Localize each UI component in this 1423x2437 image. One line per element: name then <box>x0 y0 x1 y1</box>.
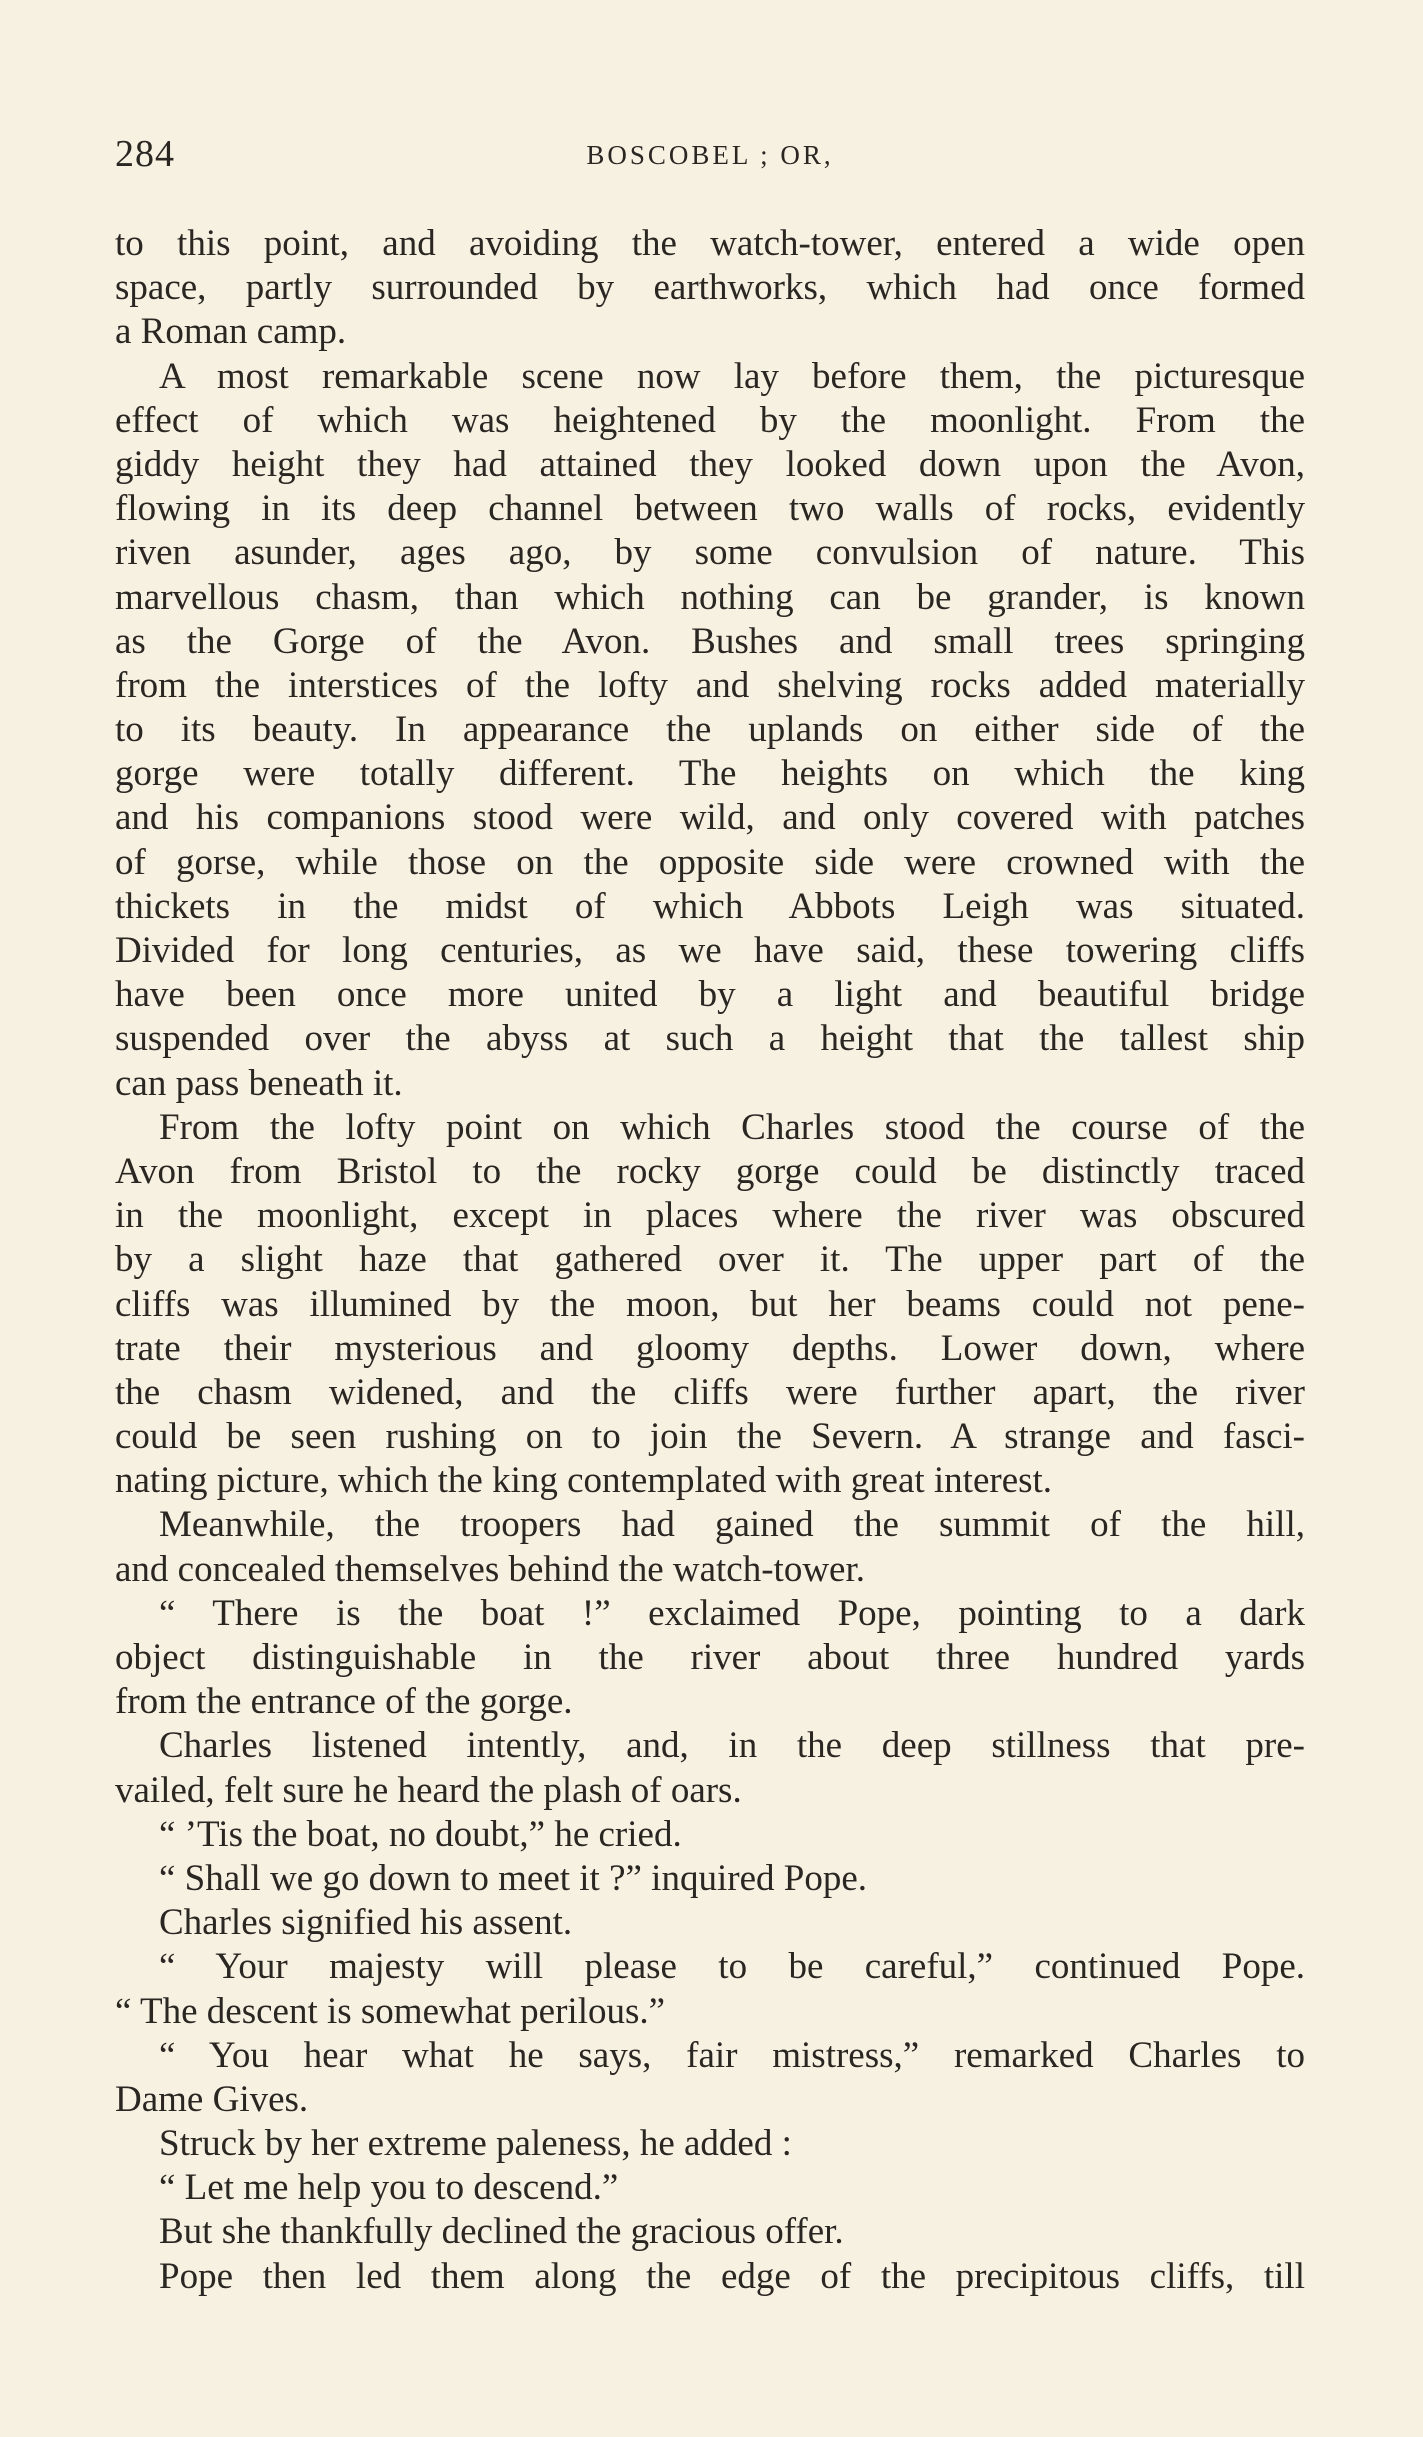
text-line: “ The descent is somewhat perilous.” <box>115 1990 666 2032</box>
text-line: and his companions stood were wild, and only covered with patches <box>115 797 1305 839</box>
text-line: Divided for long centuries, as we have said, these towering cliffs <box>115 930 1305 971</box>
text-line: Struck by her extreme paleness, he added : <box>159 2123 792 2165</box>
page-header <box>115 132 1305 184</box>
text-line: A most remarkable scene now lay before them, the picturesque <box>159 355 1305 397</box>
running-title: BOSCOBEL ; OR, <box>586 140 834 170</box>
text-line: Charles listened intently, and, in the deep stillness that pre- <box>159 1725 1305 1767</box>
text-line: “ Your majesty will please to be careful,” continued Pope. <box>159 1946 1305 1988</box>
text-line: can pass beneath it. <box>115 1062 403 1104</box>
text-line: have been once more united by a light and beautiful bridge <box>115 974 1305 1016</box>
text-line: vailed, felt sure he heard the plash of oars. <box>115 1769 742 1811</box>
text-line: effect of which was heightened by the moonlight. From the <box>115 399 1305 441</box>
text-line: object distinguishable in the river about three hundred yards <box>115 1637 1305 1678</box>
text-line: “ Shall we go down to meet it ?” inquired Pope. <box>159 1857 867 1899</box>
text-line: “ ’Tis the boat, no doubt,” he cried. <box>159 1813 682 1855</box>
text-line: nating picture, which the king contemplated with great interest. <box>115 1460 1053 1502</box>
text-line: could be seen rushing on to join the Severn. A strange and fasci- <box>115 1416 1305 1458</box>
text-line: Avon from Bristol to the rocky gorge could be distinctly traced <box>115 1150 1305 1192</box>
text-line: From the lofty point on which Charles stood the course of the <box>159 1106 1305 1148</box>
text-line: to this point, and avoiding the watch-tower, entered a wide open <box>115 223 1305 264</box>
text-line: suspended over the abyss at such a height that the tallest ship <box>115 1018 1305 1060</box>
text-line: “ You hear what he says, fair mistress,” remarked Charles to <box>159 2034 1305 2076</box>
text-line: cliffs was illumined by the moon, but her beams could not pene- <box>115 1283 1305 1325</box>
text-line: as the Gorge of the Avon. Bushes and small trees springing <box>115 620 1305 662</box>
text-line: Dame Gives. <box>115 2078 309 2120</box>
text-line: Charles signified his assent. <box>159 1902 573 1944</box>
text-line: flowing in its deep channel between two walls of rocks, evidently <box>115 488 1305 530</box>
text-line: gorge were totally different. The heights on which the king <box>115 753 1305 795</box>
text-line: of gorse, while those on the opposite side were crowned with the <box>115 841 1305 883</box>
text-line: Pope then led them along the edge of the precipitous cliffs, till <box>159 2255 1305 2297</box>
text-line: in the moonlight, except in places where the river was obscured <box>115 1195 1305 1237</box>
text-line: marvellous chasm, than which nothing can be grander, is known <box>115 576 1305 618</box>
text-line: “ Let me help you to descend.” <box>159 2167 619 2209</box>
text-line: from the interstices of the lofty and shelving rocks added materially <box>115 664 1305 706</box>
text-line: trate their mysterious and gloomy depths. Lower down, where <box>115 1327 1305 1369</box>
text-line: space, partly surrounded by earthworks, which had once formed <box>115 267 1305 309</box>
text-line: thickets in the midst of which Abbots Leigh was situated. <box>115 885 1305 927</box>
body-text <box>115 222 1305 2299</box>
text-line: to its beauty. In appearance the uplands on either side of the <box>115 709 1305 751</box>
text-line: Meanwhile, the troopers had gained the summit of the hill, <box>159 1504 1305 1546</box>
text-line: But she thankfully declined the gracious offer. <box>159 2211 844 2253</box>
text-line: riven asunder, ages ago, by some convulsion of nature. This <box>115 532 1305 574</box>
text-line: and concealed themselves behind the watch-tower. <box>115 1548 865 1590</box>
text-line: the chasm widened, and the cliffs were further apart, the river <box>115 1371 1305 1413</box>
text-line: a Roman camp. <box>115 311 347 353</box>
page-number: 284 <box>115 133 175 175</box>
text-line: “ There is the boat !” exclaimed Pope, pointing to a dark <box>159 1592 1305 1634</box>
text-line: from the entrance of the gorge. <box>115 1681 573 1723</box>
text-line: giddy height they had attained they looked down upon the Avon, <box>115 443 1305 485</box>
text-line: by a slight haze that gathered over it. The upper part of the <box>115 1239 1305 1281</box>
